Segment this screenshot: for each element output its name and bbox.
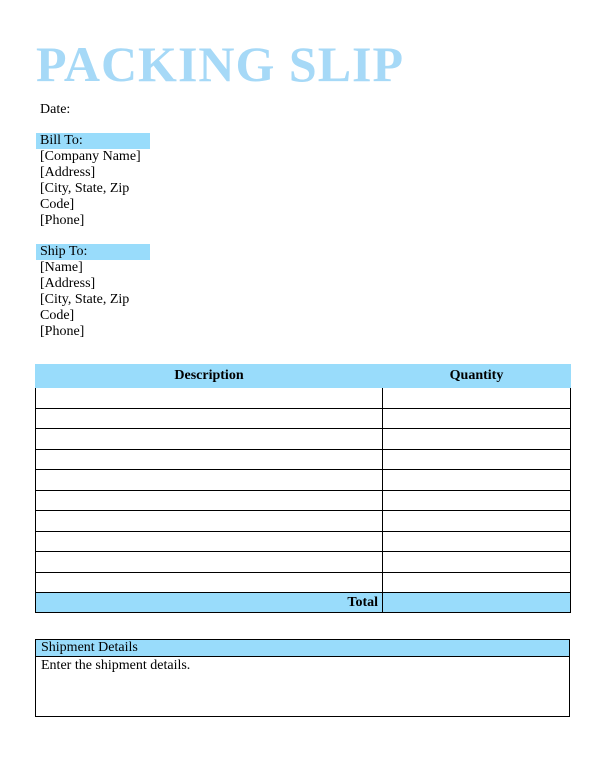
quantity-cell[interactable] <box>383 531 571 552</box>
page-title: PACKING SLIP <box>36 36 405 92</box>
column-header-quantity: Quantity <box>383 365 571 388</box>
ship-to-heading: Ship To: <box>36 244 150 260</box>
quantity-cell[interactable] <box>383 429 571 450</box>
ship-to-city-state-zip[interactable]: [City, State, Zip Code] <box>40 292 130 323</box>
table-row <box>36 449 571 470</box>
bill-to-section <box>36 133 150 229</box>
date-label: Date: <box>40 102 71 117</box>
quantity-cell[interactable] <box>383 408 571 429</box>
description-cell[interactable] <box>36 408 383 429</box>
quantity-cell[interactable] <box>383 490 571 511</box>
bill-to-address[interactable]: [Address] <box>40 165 96 180</box>
table-row <box>36 470 571 491</box>
shipment-details-heading: Shipment Details <box>36 640 569 657</box>
table-row <box>36 490 571 511</box>
items-table <box>35 364 571 613</box>
quantity-cell[interactable] <box>383 552 571 573</box>
description-cell[interactable] <box>36 388 383 409</box>
bill-to-city-state-zip[interactable]: [City, State, Zip Code] <box>40 181 130 212</box>
description-cell[interactable] <box>36 511 383 532</box>
ship-to-lines <box>36 260 150 340</box>
quantity-cell[interactable] <box>383 511 571 532</box>
ship-to-name[interactable]: [Name] <box>40 260 83 275</box>
bill-to-lines <box>36 149 150 229</box>
table-row <box>36 429 571 450</box>
table-row <box>36 511 571 532</box>
table-row <box>36 408 571 429</box>
description-cell[interactable] <box>36 531 383 552</box>
bill-to-company[interactable]: [Company Name] <box>40 149 141 164</box>
quantity-cell[interactable] <box>383 388 571 409</box>
quantity-cell[interactable] <box>383 470 571 491</box>
column-header-description: Description <box>36 365 383 388</box>
ship-to-phone[interactable]: [Phone] <box>40 324 85 339</box>
table-row <box>36 572 571 593</box>
quantity-cell[interactable] <box>383 449 571 470</box>
items-table-header <box>36 365 571 388</box>
description-cell[interactable] <box>36 552 383 573</box>
bill-to-phone[interactable]: [Phone] <box>40 213 85 228</box>
quantity-cell[interactable] <box>383 572 571 593</box>
bill-to-heading: Bill To: <box>36 133 150 149</box>
description-cell[interactable] <box>36 429 383 450</box>
ship-to-section <box>36 244 150 340</box>
total-label: Total <box>36 593 383 613</box>
description-cell[interactable] <box>36 572 383 593</box>
table-row <box>36 388 571 409</box>
total-row <box>36 593 571 613</box>
total-quantity-cell[interactable] <box>383 593 571 613</box>
description-cell[interactable] <box>36 470 383 491</box>
description-cell[interactable] <box>36 490 383 511</box>
description-cell[interactable] <box>36 449 383 470</box>
shipment-details-text[interactable]: Enter the shipment details. <box>41 658 191 673</box>
table-row <box>36 531 571 552</box>
ship-to-address[interactable]: [Address] <box>40 276 96 291</box>
table-row <box>36 552 571 573</box>
shipment-details-box <box>35 639 570 717</box>
